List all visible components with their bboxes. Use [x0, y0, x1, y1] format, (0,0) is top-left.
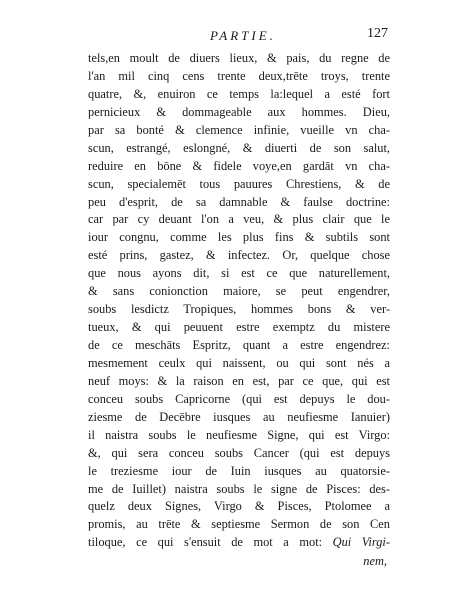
- text-line: &, qui sera conceu soubs Cancer (qui est depuys: [88, 445, 390, 460]
- text-line: quelz deux Signes, Virgo & Pisces, Ptolomee a: [88, 499, 390, 514]
- text-line-segment: tiloque, ce qui s'ensuit de mot a mot:: [88, 535, 333, 550]
- body-text: [88, 50, 390, 552]
- text-line: il naistra soubs le neufiesme Signe, qui est Virgo:: [88, 427, 390, 442]
- text-line: le treziesme iour de Iuin iusques au quatorsie-: [88, 463, 390, 478]
- page-number: 127: [367, 26, 388, 41]
- text-line: & sans conionction maiore, se peut engendrer,: [88, 284, 390, 299]
- text-line: reduire en bōne & fidele voye,en gardāt vn cha-: [88, 158, 390, 173]
- text-line: par sa bonté & clemence infinie, vueille vn cha-: [88, 122, 390, 137]
- text-line: quatre, &, enuiron ce temps la:lequel a esté fort: [88, 86, 390, 101]
- text-line: me de Iuillet) naistra soubs le signe de Pisces: des-: [88, 481, 390, 496]
- text-line: iour congnu, comme les plus fins & subtils sont: [88, 230, 390, 245]
- text-line: neuf moys: & la raison en est, par ce que, qui est: [88, 373, 390, 388]
- text-line: conceu soubs Capricorne (qui est depuys le dou-: [88, 391, 390, 406]
- text-line: pernicieux & dommageable aux hommes. Dieu,: [88, 104, 390, 119]
- italic-phrase: Qui Virgi-: [332, 535, 390, 550]
- text-line: tueux, & qui peuuent estre exemptz du mistere: [88, 320, 390, 335]
- catchword: nem,: [363, 554, 387, 568]
- text-line: ziesme de Decēbre iusques au neufiesme Ianuier): [88, 409, 390, 424]
- text-line: esté prins, gastez, & infectez. Or, quelque chose: [88, 248, 390, 263]
- text-line: promis, au trēte & septiesme Sermon de son Cen: [88, 517, 390, 532]
- text-line: car par cy deuant l'on a veu, & plus clair que le: [88, 212, 390, 227]
- text-line: soubs lesdictz Tropiques, hommes bons & ver-: [88, 302, 390, 317]
- text-line: scun, estrangé, eslongné, & diuerti de son salut,: [88, 140, 390, 155]
- page-header: [88, 28, 388, 48]
- text-line: de ce meschāts Espritz, quant a estre engendrez:: [88, 338, 390, 352]
- text-line: l'an mil cinq cens trente deux,trēte troys, trente: [88, 68, 390, 83]
- text-line: tels,en moult de diuers lieux, & pais, du regne de: [88, 51, 390, 65]
- text-line: peu d'esprit, de sa damnable & faulse doctrine:: [88, 194, 390, 209]
- text-line: mesmement ceulx qui naissent, ou qui sont nés a: [88, 355, 390, 370]
- text-line: [88, 534, 390, 552]
- running-head: PARTIE.: [210, 28, 276, 43]
- text-line: que nous ayons dit, si est ce que naturellement,: [88, 266, 390, 281]
- text-line: scun, specialemēt tous pauures Chrestiens, & de: [88, 176, 390, 191]
